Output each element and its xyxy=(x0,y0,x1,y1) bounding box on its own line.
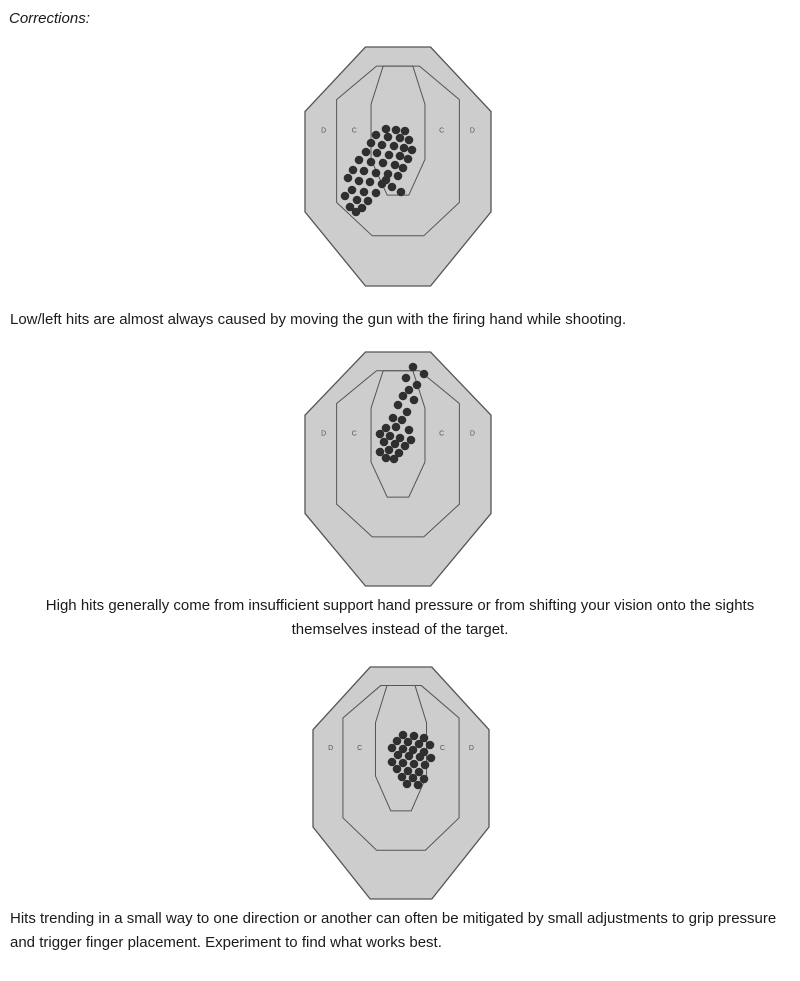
bullet-hit xyxy=(388,744,397,753)
bullet-hit xyxy=(404,738,413,747)
bullet-hit xyxy=(426,741,435,750)
zone-label-c: C xyxy=(439,127,445,135)
caption-high: High hits generally come from insufficient support hand pressure or from shifting your vision onto the sights themselves instead of the target. xyxy=(45,597,755,638)
bullet-hit xyxy=(427,754,436,763)
bullet-hit xyxy=(416,753,425,762)
zone-label-c: C xyxy=(351,127,357,135)
bullet-hit xyxy=(393,765,402,774)
zone-label-d: D xyxy=(321,127,327,135)
zone-label-c: C xyxy=(439,745,445,753)
bullet-hit xyxy=(410,760,419,769)
zone-label-c: C xyxy=(351,430,357,438)
caption-low-left: Low/left hits are almost always caused by moving the gun with the firing hand while shooting. xyxy=(10,311,627,328)
corrections-heading: Corrections: xyxy=(9,10,90,27)
bullet-hit xyxy=(403,780,412,789)
bullet-hit xyxy=(393,737,402,746)
zone-label-d: D xyxy=(468,745,474,753)
bullet-hit xyxy=(394,751,403,760)
zone-label-d: D xyxy=(328,745,334,753)
caption-small-trend: Hits trending in a small way to one direction or another can often be mitigated by small adjustments to grip pressure and trigger finger placement. Experiment to find what works best. xyxy=(10,910,777,951)
bullet-hit xyxy=(398,773,407,782)
bullet-hit xyxy=(388,758,397,767)
bullet-hit xyxy=(414,781,423,790)
zone-label-d: D xyxy=(469,127,475,135)
target-outer-octagon xyxy=(313,667,489,899)
bullet-hit xyxy=(421,761,430,770)
zone-label-c: C xyxy=(357,745,363,753)
bullet-hit xyxy=(405,752,414,761)
zone-label-d: D xyxy=(321,430,327,438)
zone-label-c: C xyxy=(439,430,445,438)
zone-label-d: D xyxy=(469,430,475,438)
